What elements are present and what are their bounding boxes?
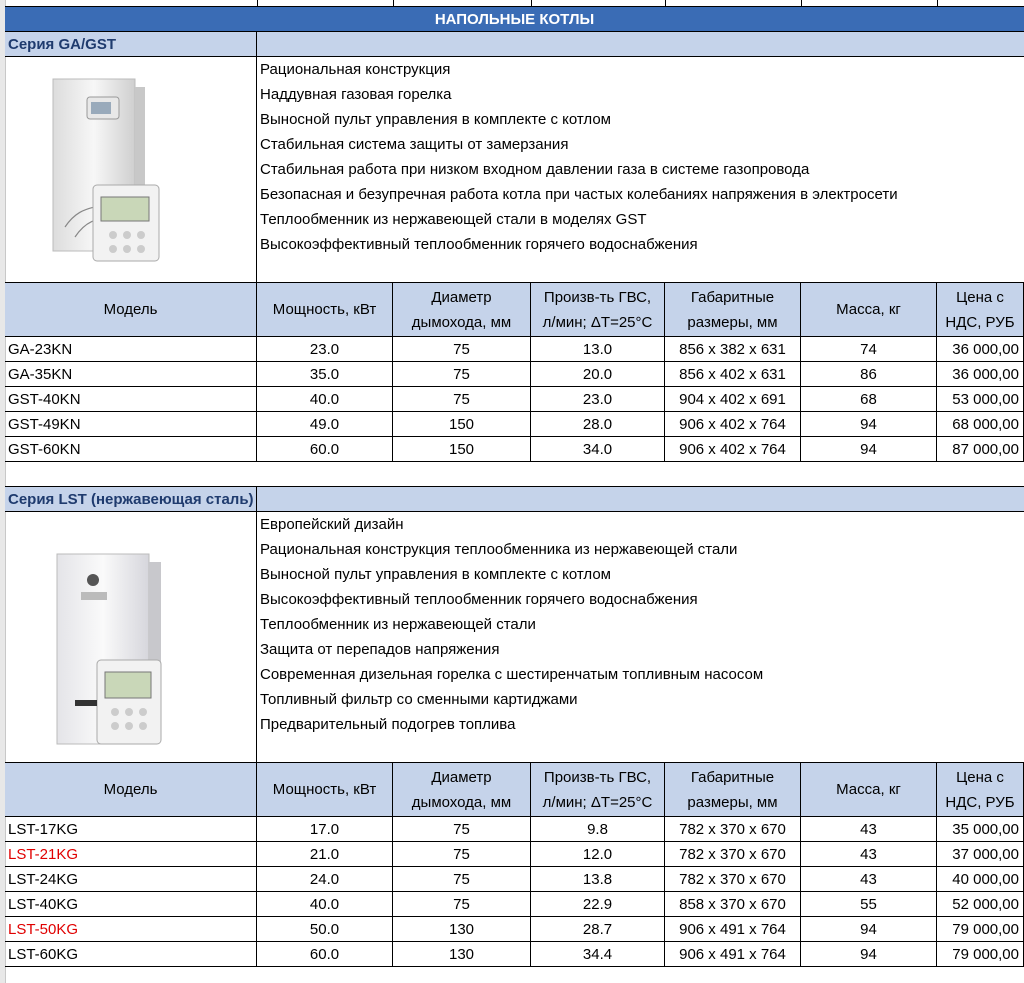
- series-title: Серия GA/GST: [5, 32, 257, 57]
- cell-dims: 906 x 491 x 764: [665, 917, 801, 942]
- cell-dhw: 28.7: [531, 917, 665, 942]
- cell-flue: 75: [393, 337, 531, 362]
- previous-row-strip: [5, 0, 1024, 7]
- cell-dims: 782 x 370 x 670: [665, 867, 801, 892]
- cell-power: 21.0: [257, 842, 393, 867]
- feature-item: Предварительный подогрев топлива: [260, 716, 516, 733]
- table-header: [5, 763, 1024, 817]
- cell-flue: 150: [393, 412, 531, 437]
- cell-power: 17.0: [257, 817, 393, 842]
- series-title: Серия LST (нержавеющая сталь): [5, 487, 257, 512]
- feature-item: Стабильная работа при низком входном давлении газа в системе газопровода: [260, 161, 810, 178]
- feature-item: Выносной пульт управления в комплекте с котлом: [260, 111, 611, 128]
- cell-mass: 86: [801, 362, 937, 387]
- cell-dims: 906 x 402 x 764: [665, 437, 801, 462]
- cell-dims: 906 x 491 x 764: [665, 942, 801, 967]
- cell-flue: 150: [393, 437, 531, 462]
- cell-mass: 94: [801, 412, 937, 437]
- feature-item: Наддувная газовая горелка: [260, 86, 452, 103]
- feature-item: Топливный фильтр со сменными картиджами: [260, 691, 578, 708]
- cell-mass: 43: [801, 842, 937, 867]
- cell-model: LST-60KG: [5, 942, 257, 967]
- table-row: [5, 337, 1024, 362]
- col-power: Мощность, кВт: [257, 763, 393, 817]
- cell-mass: 94: [801, 437, 937, 462]
- boiler-ga-gst-icon: [5, 57, 257, 282]
- col-mass: Масса, кг: [801, 763, 937, 817]
- empty-row: [5, 462, 1024, 487]
- cell-price: 36 000,00: [937, 362, 1024, 387]
- cell-dhw: 13.0: [531, 337, 665, 362]
- col-dhw: Произв-ть ГВС, л/мин; ΔТ=25°С: [531, 283, 665, 337]
- table-row: [5, 892, 1024, 917]
- col-mass: Масса, кг: [801, 283, 937, 337]
- cell-dhw: 23.0: [531, 387, 665, 412]
- cell-dims: 782 x 370 x 670: [665, 842, 801, 867]
- cell-flue: 75: [393, 867, 531, 892]
- table-row: [5, 412, 1024, 437]
- feature-item: Рациональная конструкция теплообменника из нержавеющей стали: [260, 541, 738, 558]
- cell-model: LST-40KG: [5, 892, 257, 917]
- cell-price: 68 000,00: [937, 412, 1024, 437]
- cell-power: 40.0: [257, 387, 393, 412]
- cell-price: 52 000,00: [937, 892, 1024, 917]
- col-dims: Габаритные размеры, мм: [665, 283, 801, 337]
- series-title-row: [5, 487, 1024, 512]
- table-row: [5, 842, 1024, 867]
- series-title-row: [5, 32, 1024, 57]
- table-row: [5, 917, 1024, 942]
- cell-price: 37 000,00: [937, 842, 1024, 867]
- cell-power: 23.0: [257, 337, 393, 362]
- cell-mass: 43: [801, 867, 937, 892]
- cell-model: GST-40KN: [5, 387, 257, 412]
- cell-price: 53 000,00: [937, 387, 1024, 412]
- table-row: [5, 362, 1024, 387]
- boiler-image: [5, 57, 257, 282]
- col-dhw: Произв-ть ГВС, л/мин; ΔТ=25°С: [531, 763, 665, 817]
- cell-power: 60.0: [257, 437, 393, 462]
- table-row: [5, 942, 1024, 967]
- cell-dims: 782 x 370 x 670: [665, 817, 801, 842]
- series-description: [5, 512, 1024, 763]
- cell-mass: 74: [801, 337, 937, 362]
- cell-model: GST-49KN: [5, 412, 257, 437]
- feature-item: Защита от перепадов напряжения: [260, 641, 500, 658]
- cell-model: GA-35KN: [5, 362, 257, 387]
- cell-dhw: 13.8: [531, 867, 665, 892]
- feature-item: Высокоэффективный теплообменник горячего водоснабжения: [260, 591, 698, 608]
- table-row: [5, 387, 1024, 412]
- cell-flue: 75: [393, 892, 531, 917]
- feature-item: Теплообменник из нержавеющей стали: [260, 616, 536, 633]
- cell-model: LST-21KG: [5, 842, 257, 867]
- cell-dims: 904 x 402 x 691: [665, 387, 801, 412]
- cell-price: 79 000,00: [937, 917, 1024, 942]
- cell-model: GA-23KN: [5, 337, 257, 362]
- cell-dims: 856 x 402 x 631: [665, 362, 801, 387]
- feature-item: Рациональная конструкция: [260, 61, 451, 78]
- cell-model: LST-24KG: [5, 867, 257, 892]
- cell-mass: 94: [801, 917, 937, 942]
- table-row: [5, 437, 1024, 462]
- cell-price: 36 000,00: [937, 337, 1024, 362]
- cell-dhw: 20.0: [531, 362, 665, 387]
- col-dims: Габаритные размеры, мм: [665, 763, 801, 817]
- feature-item: Выносной пульт управления в комплекте с котлом: [260, 566, 611, 583]
- cell-flue: 75: [393, 842, 531, 867]
- col-price: Цена с НДС, РУБ: [937, 283, 1024, 337]
- cell-model: LST-50KG: [5, 917, 257, 942]
- cell-price: 35 000,00: [937, 817, 1024, 842]
- cell-flue: 75: [393, 362, 531, 387]
- feature-item: Высокоэффективный теплообменник горячего водоснабжения: [260, 236, 698, 253]
- col-price: Цена с НДС, РУБ: [937, 763, 1024, 817]
- cell-dims: 856 x 382 x 631: [665, 337, 801, 362]
- feature-list: [260, 512, 763, 737]
- cell-model: LST-17KG: [5, 817, 257, 842]
- cell-dhw: 28.0: [531, 412, 665, 437]
- feature-item: Европейский дизайн: [260, 516, 404, 533]
- cell-price: 40 000,00: [937, 867, 1024, 892]
- cell-flue: 75: [393, 387, 531, 412]
- cell-flue: 130: [393, 917, 531, 942]
- col-model: Модель: [5, 283, 257, 337]
- feature-item: Современная дизельная горелка с шестиренчатым топливным насосом: [260, 666, 764, 683]
- table-header: [5, 283, 1024, 337]
- feature-item: Теплообменник из нержавеющей стали в моделях GST: [260, 211, 647, 228]
- cell-power: 24.0: [257, 867, 393, 892]
- cell-mass: 68: [801, 387, 937, 412]
- cell-dims: 906 x 402 x 764: [665, 412, 801, 437]
- col-power: Мощность, кВт: [257, 283, 393, 337]
- cell-mass: 94: [801, 942, 937, 967]
- cell-mass: 55: [801, 892, 937, 917]
- feature-list: [260, 57, 898, 257]
- cell-power: 40.0: [257, 892, 393, 917]
- cell-dhw: 12.0: [531, 842, 665, 867]
- section-banner: НАПОЛЬНЫЕ КОТЛЫ: [5, 7, 1024, 32]
- feature-item: Стабильная система защиты от замерзания: [260, 136, 569, 153]
- feature-item: Безопасная и безупречная работа котла при частых колебаниях напряжения в электросети: [260, 186, 898, 203]
- boiler-lst-icon: [5, 512, 257, 762]
- cell-power: 35.0: [257, 362, 393, 387]
- cell-model: GST-60KN: [5, 437, 257, 462]
- cell-price: 87 000,00: [937, 437, 1024, 462]
- cell-dhw: 22.9: [531, 892, 665, 917]
- cell-flue: 130: [393, 942, 531, 967]
- table-row: [5, 867, 1024, 892]
- cell-dhw: 34.0: [531, 437, 665, 462]
- cell-dhw: 34.4: [531, 942, 665, 967]
- cell-power: 49.0: [257, 412, 393, 437]
- cell-price: 79 000,00: [937, 942, 1024, 967]
- cell-mass: 43: [801, 817, 937, 842]
- cell-power: 50.0: [257, 917, 393, 942]
- cell-flue: 75: [393, 817, 531, 842]
- cell-dims: 858 x 370 x 670: [665, 892, 801, 917]
- series-description: [5, 57, 1024, 283]
- col-flue: Диаметр дымохода, мм: [393, 763, 531, 817]
- col-model: Модель: [5, 763, 257, 817]
- cell-power: 60.0: [257, 942, 393, 967]
- boiler-image: [5, 512, 257, 762]
- cell-dhw: 9.8: [531, 817, 665, 842]
- table-row: [5, 817, 1024, 842]
- col-flue: Диаметр дымохода, мм: [393, 283, 531, 337]
